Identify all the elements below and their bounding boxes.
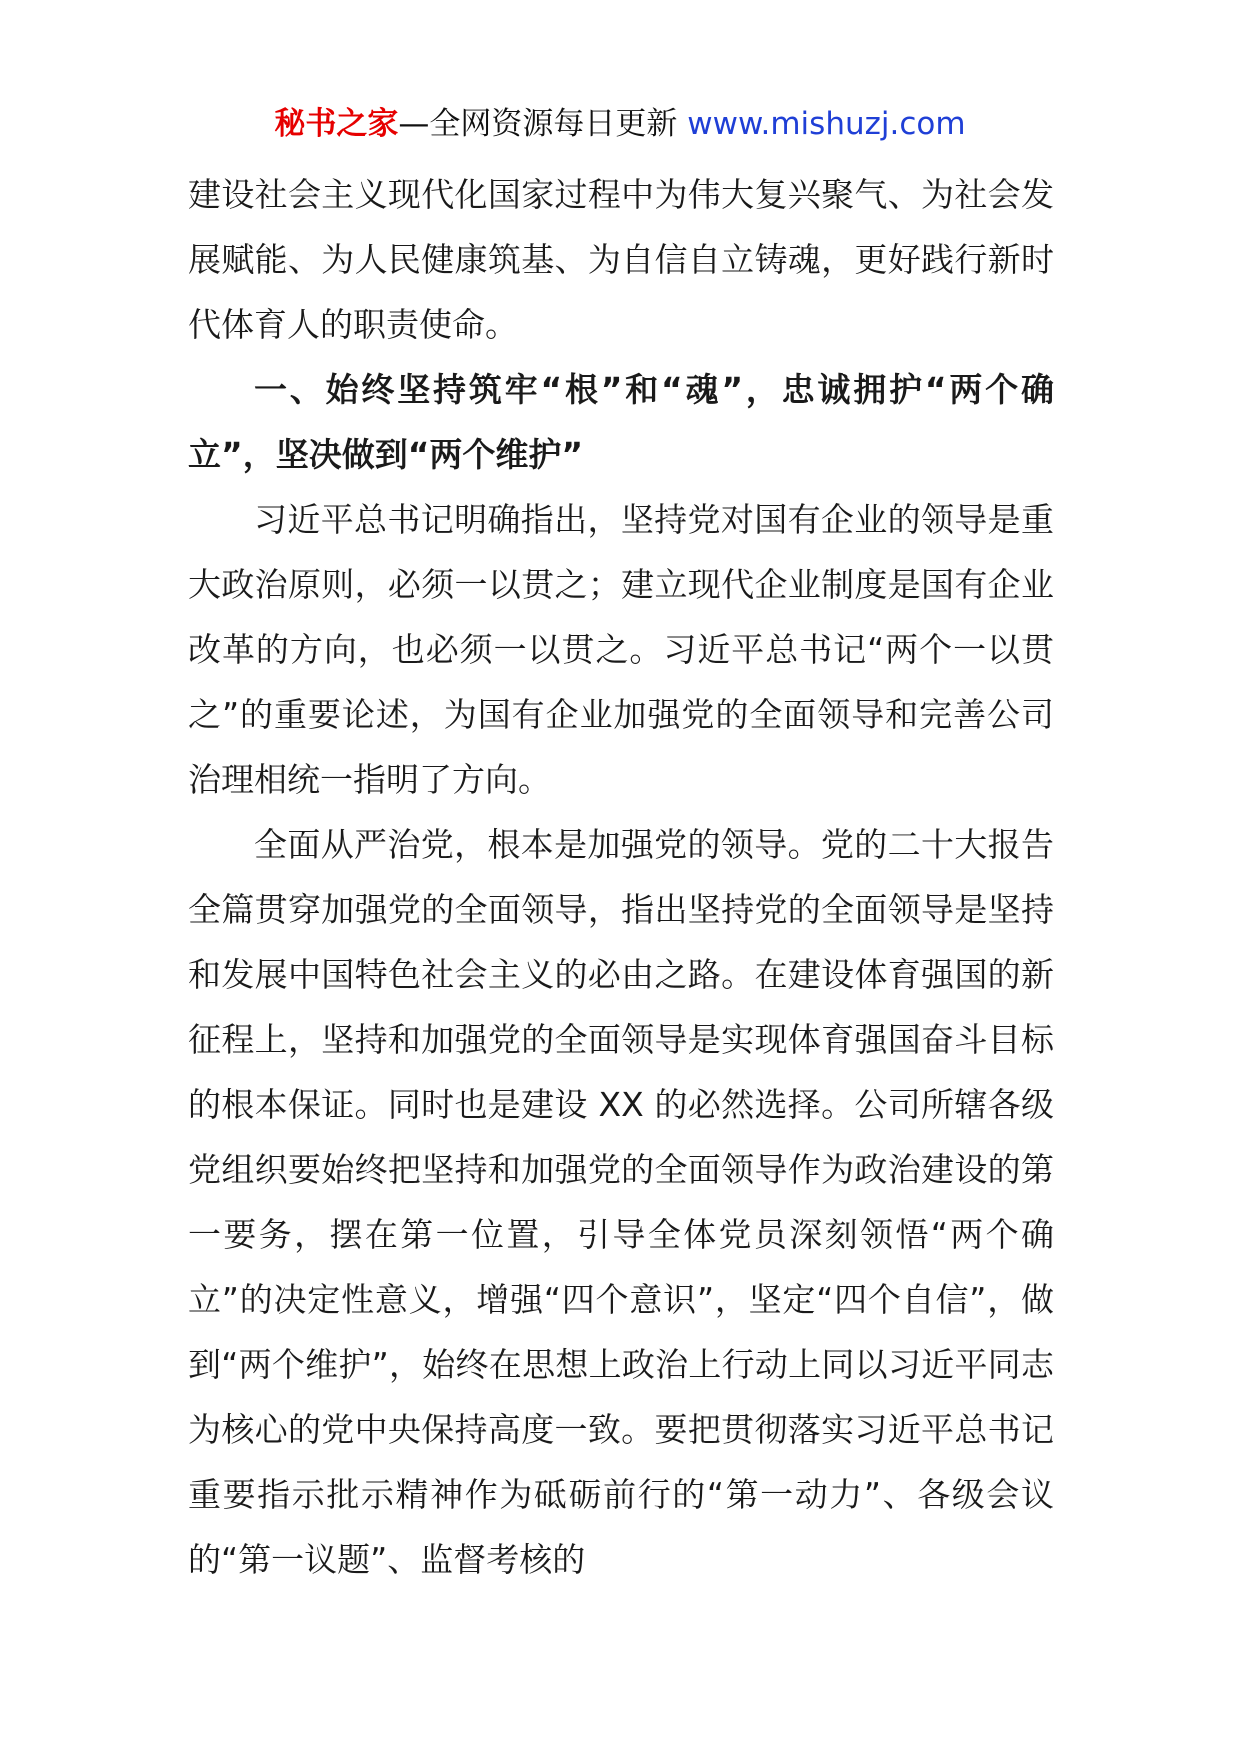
paragraph-continuation: 建设社会主义现代化国家过程中为伟大复兴聚气、为社会发展赋能、为人民健康筑基、为自信自立铸魂，更好践行新时代体育人的职责使命。: [188, 175, 1054, 344]
header-brand: 秘书之家: [274, 106, 399, 142]
section-heading: 一、始终坚持筑牢“根”和“魂”，忠诚拥护“两个确立”，坚决做到“两个维护”: [188, 370, 1054, 474]
header-tagline: —全网资源每日更新: [398, 106, 678, 142]
paragraph: 习近平总书记明确指出，坚持党对国有企业的领导是重大政治原则，必须一以贯之；建立现代企业制度是国有企业改革的方向，也必须一以贯之。习近平总书记“两个一以贯之”的重要论述，为国有企业加强党的全面领导和完善公司治理相统一指明了方向。: [188, 500, 1054, 799]
page-header: [0, 98, 1240, 150]
paragraph: 全面从严治党，根本是加强党的领导。党的二十大报告全篇贯穿加强党的全面领导，指出坚持党的全面领导是坚持和发展中国特色社会主义的必由之路。在建设体育强国的新征程上，坚持和加强党的全面领导是实现体育强国奋斗目标的根本保证。同时也是建设 XX 的必然选择。公司所辖各级党组织要始终把坚持和加强党的全面领导作为政治建设的第一要务，摆在第一位置，引导全体党员深刻领悟“两个确立”的决定性意义，增强“四个意识”，坚定“四个自信”，做到“两个维护”，始终在思想上政治上行动上同以习近平同志为核心的党中央保持高度一致。要把贯彻落实习近平总书记重要指示批示精神作为砥砺前行的“第一动力”、各级会议的“第一议题”、监督考核的: [188, 825, 1054, 1579]
header-url-link[interactable]: www.mishuzj.com: [687, 106, 966, 142]
document-body: [188, 162, 1054, 1592]
